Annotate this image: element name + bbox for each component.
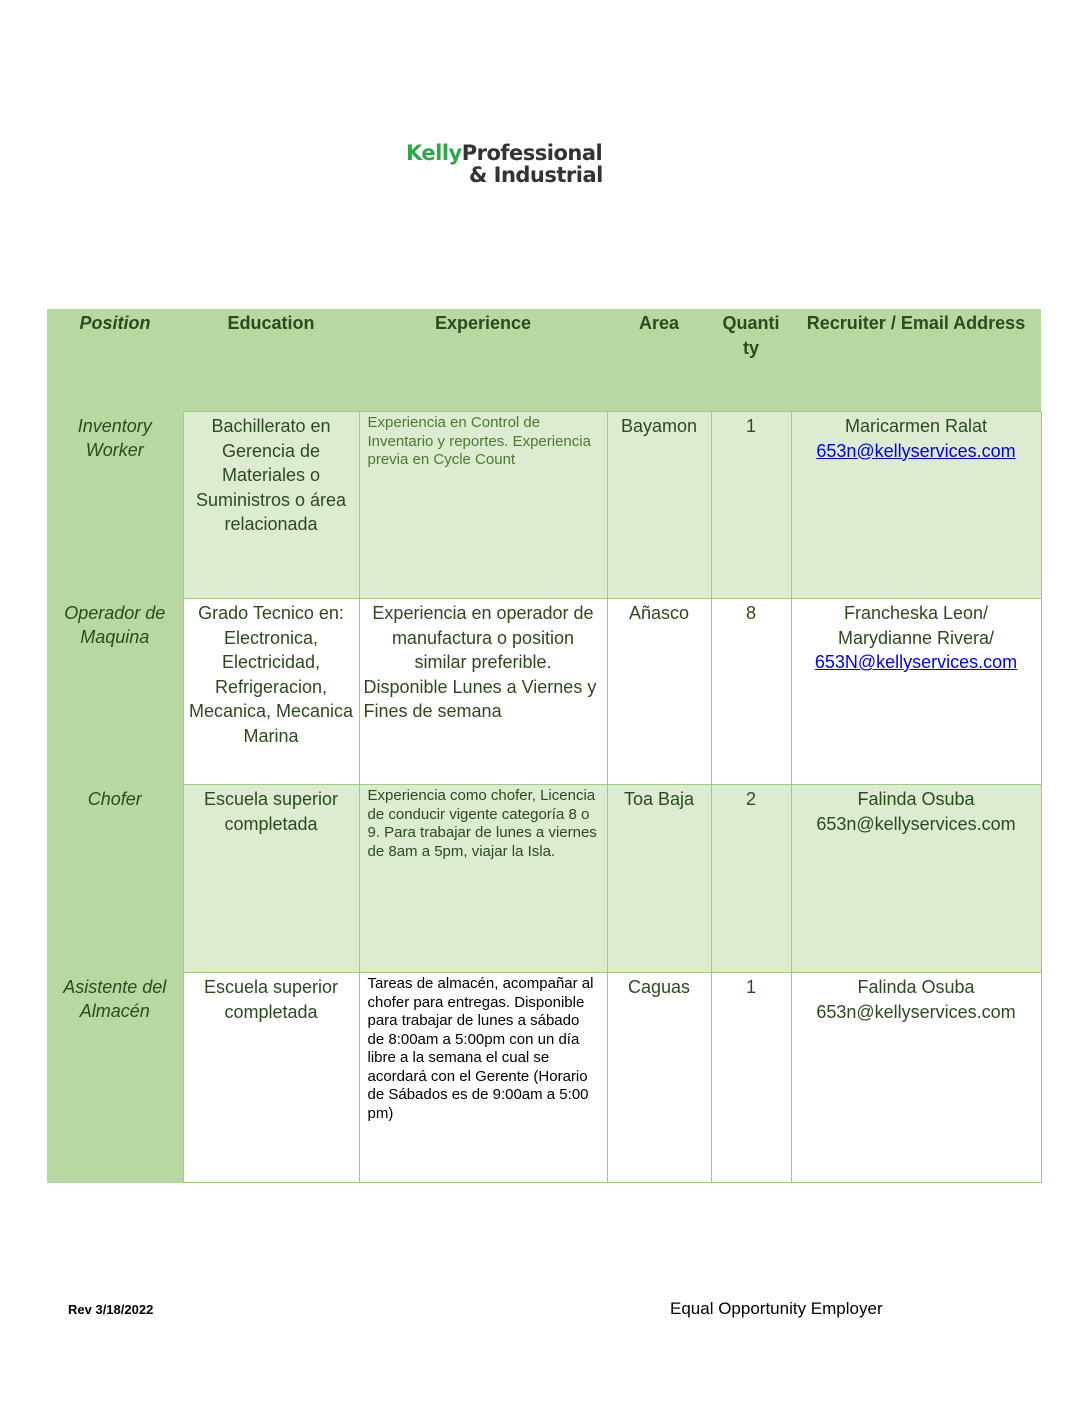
- recruiter-cell: [791, 412, 1041, 599]
- availability-text: Disponible Lunes a Viernes y Fines de semana: [363, 676, 597, 721]
- education-cell: Grado Tecnico en: Electronica, Electricidad, Refrigeracion, Mecanica, Mecanica Marina: [183, 599, 359, 785]
- position-cell: Chofer: [47, 785, 183, 973]
- area-cell: Añasco: [607, 599, 711, 785]
- table-row: [47, 785, 1041, 973]
- email-link[interactable]: 653N@kellyservices.com: [814, 652, 1018, 672]
- position-cell: Inventory Worker: [47, 412, 183, 599]
- quantity-cell: 1: [711, 412, 791, 599]
- recruiter-name: Falinda Osuba: [857, 789, 975, 809]
- table-row: [47, 412, 1041, 599]
- education-cell: Escuela superior completada: [183, 785, 359, 973]
- area-cell: Caguas: [607, 973, 711, 1183]
- header-row: [47, 309, 1041, 412]
- header-position: Position: [47, 309, 183, 412]
- quantity-cell: 1: [711, 973, 791, 1183]
- eoe-statement: Equal Opportunity Employer: [670, 1299, 883, 1318]
- table-row: [47, 599, 1041, 785]
- recruiter-name: Maricarmen Ralat: [844, 416, 988, 436]
- quantity-cell: 8: [711, 599, 791, 785]
- recruiter-cell: [791, 599, 1041, 785]
- table-row: [47, 973, 1041, 1183]
- experience-cell: Tareas de almacén, acompañar al chofer para entregas. Disponible para trabajar de lunes a sábado de 8:00am a 5:00pm con un día libre a la semana el cual se acordará con el Gerente (Horario de Sábados es de 9:00am a 5:00 pm): [359, 973, 607, 1183]
- experience-cell: Experiencia en Control de Inventario y reportes. Experiencia previa en Cycle Count: [359, 412, 607, 599]
- kelly-logo: KellyProfessional & Industrial: [406, 141, 603, 187]
- email-text: 653n@kellyservices.com: [816, 1001, 1016, 1022]
- education-cell: Escuela superior completada: [183, 973, 359, 1183]
- email-text: 653n@kellyservices.com: [816, 813, 1016, 834]
- quantity-cell: 2: [711, 785, 791, 973]
- header-education: Education: [183, 309, 359, 412]
- experience-cell: [359, 599, 607, 785]
- education-cell: Bachillerato en Gerencia de Materiales o Suministros o área relacionada: [183, 412, 359, 599]
- experience-cell: Experiencia como chofer, Licencia de conducir vigente categoría 8 o 9. Para trabajar de lunes a viernes de 8am a 5pm, viajar la Isla.: [359, 785, 607, 973]
- revision-date: Rev 3/18/2022: [68, 1302, 154, 1317]
- recruiter-name: Falinda Osuba: [857, 977, 975, 997]
- position-cell: Operador de Maquina: [47, 599, 183, 785]
- header-quantity: Quanti ty: [711, 309, 791, 412]
- area-cell: Bayamon: [607, 412, 711, 599]
- positions-table: [47, 309, 1042, 1183]
- email-link[interactable]: 653n@kellyservices.com: [816, 440, 1016, 461]
- position-cell: Asistente del Almacén: [47, 973, 183, 1183]
- area-cell: Toa Baja: [607, 785, 711, 973]
- header-experience: Experience: [359, 309, 607, 412]
- experience-text: Experiencia en operador de manufactura o position similar preferible.: [372, 603, 594, 672]
- recruiter-name: Francheska Leon/ Marydianne Rivera/: [837, 603, 995, 648]
- recruiter-cell: [791, 973, 1041, 1183]
- recruiter-cell: [791, 785, 1041, 973]
- header-area: Area: [607, 309, 711, 412]
- header-recruiter: Recruiter / Email Address: [791, 309, 1041, 412]
